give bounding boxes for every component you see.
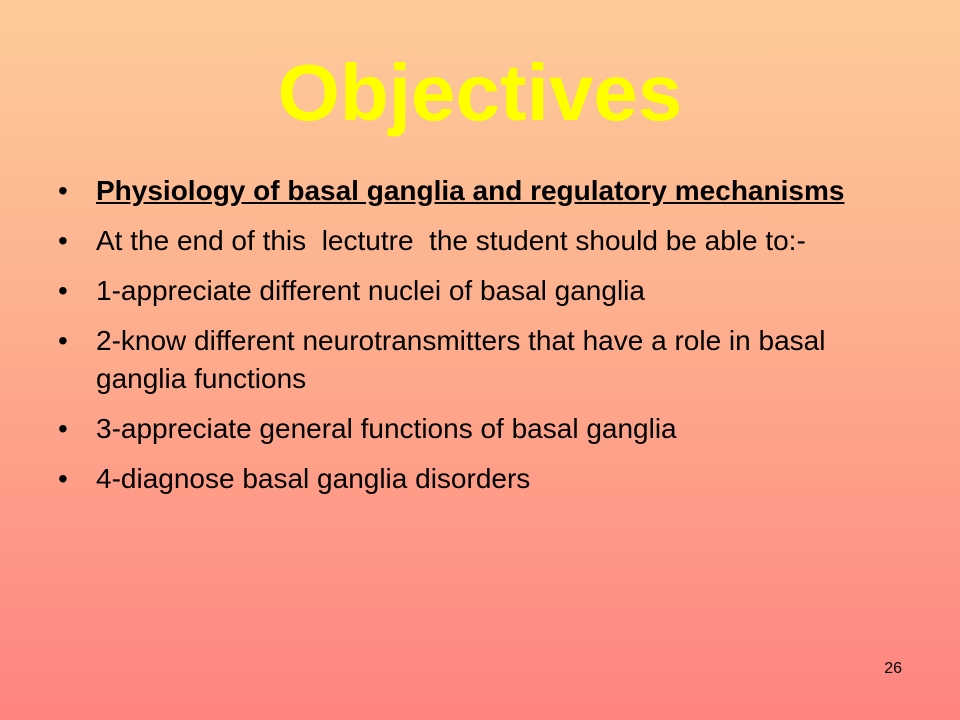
bullet-icon: • <box>58 325 68 356</box>
bullet-icon: • <box>58 225 68 256</box>
bullet-text: 4-diagnose basal ganglia disorders <box>96 463 531 494</box>
page-number: 26 <box>884 660 902 677</box>
bullet-item-objective-1 <box>0 272 960 310</box>
bullet-item-intro <box>0 222 960 260</box>
bullet-text: 3-appreciate general functions of basal ganglia <box>96 413 677 444</box>
bullet-item-objective-3 <box>0 410 960 448</box>
bullet-item-topic <box>0 172 960 210</box>
bullet-icon: • <box>58 275 68 306</box>
bullet-text: 1-appreciate different nuclei of basal ganglia <box>96 275 645 306</box>
bullet-item-objective-2 <box>0 322 960 398</box>
bullet-item-objective-4 <box>0 460 960 498</box>
bullet-icon: • <box>58 413 68 444</box>
bullet-text: 2-know different neurotransmitters that have a role in basal ganglia functions <box>96 325 826 394</box>
bullet-icon: • <box>58 463 68 494</box>
bullet-text: Physiology of basal ganglia and regulatory mechanisms <box>96 175 845 206</box>
bullet-list <box>0 172 960 510</box>
bullet-text: At the end of this lectutre the student should be able to:- <box>96 225 806 256</box>
slide-title: Objectives <box>277 48 683 137</box>
bullet-icon: • <box>58 175 68 206</box>
